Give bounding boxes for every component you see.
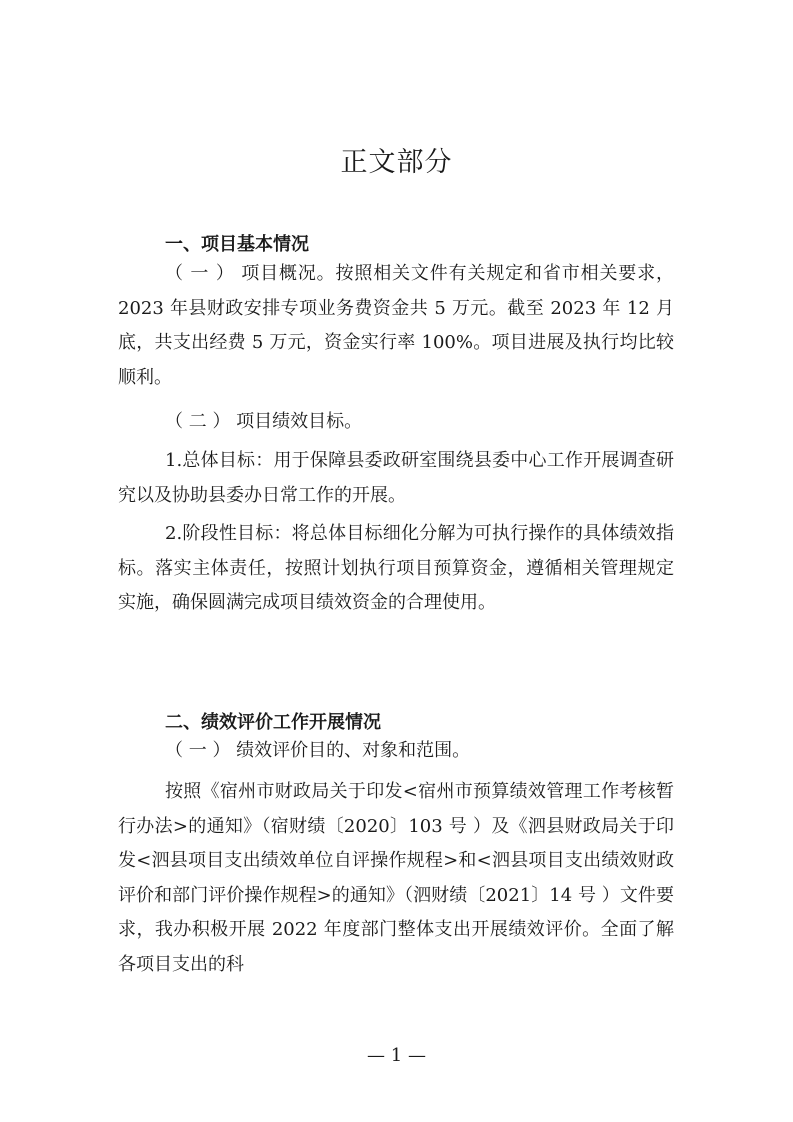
paragraph-project-overview: （ 一 ） 项目概况。按照相关文件有关规定和省市相关要求，2023 年县财政安排专项业务费资金共 5 万元。截至 2023 年 12 月底，共支出经费 5 万元，资金实行率 100%。项目进展及执行均比较顺利。 [118, 263, 674, 388]
page-number: — 1 — [367, 1045, 426, 1066]
document-title: 正文部分 [340, 147, 453, 178]
paragraph-overall-goal: 1.总体目标：用于保障县委政研室围绕县委中心工作开展调查研究以及协助县委办日常工作的开展。 [118, 450, 674, 506]
section-heading-1: 一、项目基本情况 [165, 234, 309, 255]
paragraph-evaluation-purpose: （ 一 ） 绩效评价目的、对象和范围。 [165, 740, 471, 761]
paragraph-stage-goal: 2.阶段性目标：将总体目标细化分解为可执行操作的具体绩效指标。落实主体责任，按照计划执行项目预算资金，遵循相关管理规定实施，确保圆满完成项目绩效资金的合理使用。 [118, 523, 674, 613]
paragraph-evaluation-basis: 按照《宿州市财政局关于印发<宿州市预算绩效管理工作考核暂行办法>的通知》（宿财绩〔2020〕103 号 ）及《泗县财政局关于印发<泗县项目支出绩效单位自评操作规程>和<泗县项目支出绩效财政评价和部门评价操作规程>的通知》（泗财绩〔2021〕14 号 ）文件要求，我办积极开展 2022 年度部门整体支出开展绩效评价。全面了解各项目支出的科 [118, 781, 674, 975]
section-heading-2: 二、绩效评价工作开展情况 [165, 712, 381, 733]
paragraph-performance-goals-heading: （ 二 ） 项目绩效目标。 [165, 411, 363, 432]
